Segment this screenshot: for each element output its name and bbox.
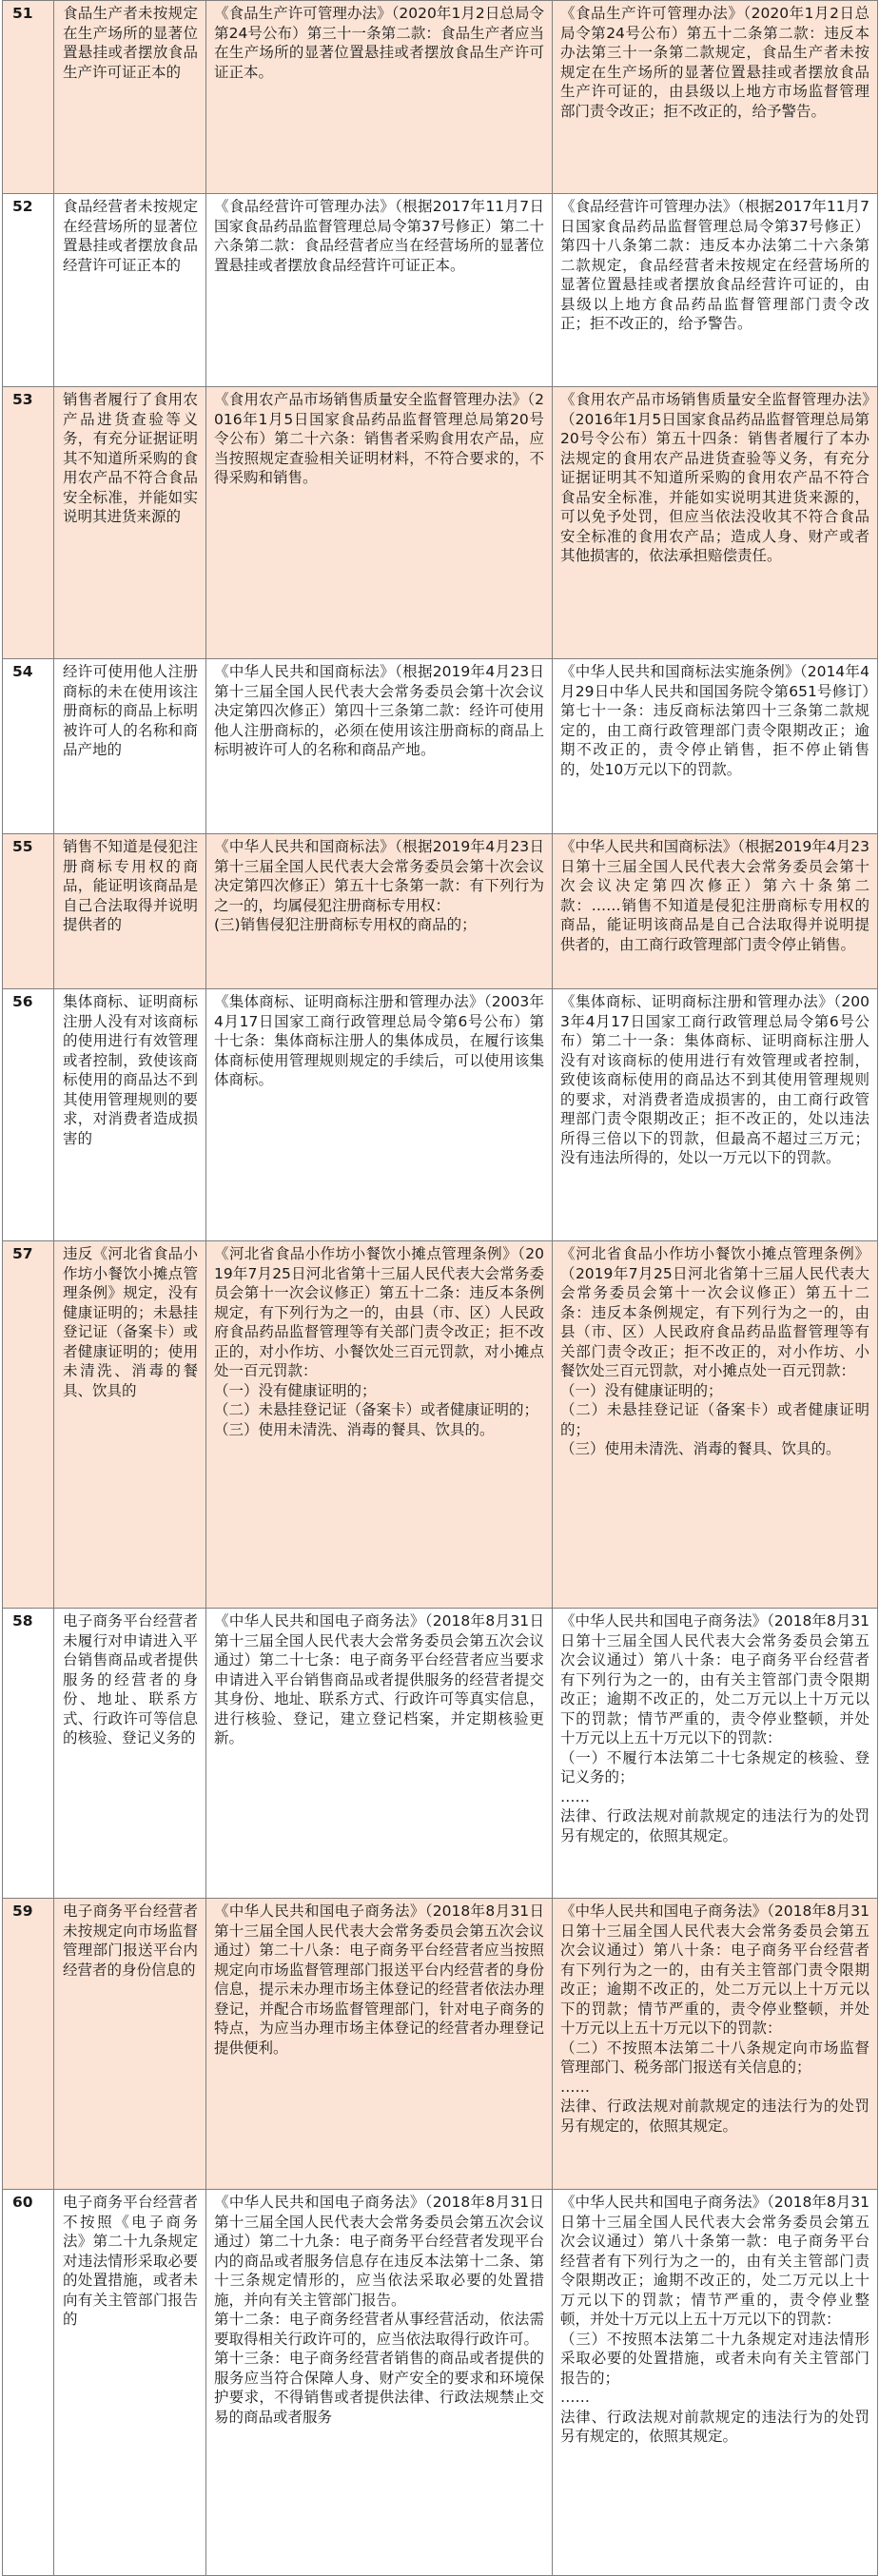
penalty-basis-paragraph: （一）不履行本法第二十七条规定的核验、登记义务的； bbox=[560, 1748, 869, 1786]
legal-basis-paragraph: 《食用农产品市场销售质量安全监督管理办法》（2016年1月5日国家食品药品监督管理总局第20号令公布）第二十六条：销售者采购食用农产品，应当按照规定查验相关证明材料，不符合要求的，不得采购和销售。 bbox=[214, 391, 544, 486]
penalty-basis-paragraph: 《中华人民共和国商标法实施条例》（2014年4月29日中华人民共和国国务院令第651号修订）第七十一条：违反商标法第四十三条第二款规定的，由工商行政管理部门责令限期改正；逾期不改正的，责令停止销售，拒不停止销售的，处10万元以下的罚款。 bbox=[560, 663, 869, 778]
row-number: 59 bbox=[3, 1899, 54, 2190]
row-number: 54 bbox=[3, 659, 54, 834]
legal-basis-paragraph: 《中华人民共和国商标法》（根据2019年4月23日第十三届全国人民代表大会常务委员会第十次会议决定第四次修正）第五十七条第一款：有下列行为之一的，均属侵犯注册商标专用权： bbox=[214, 838, 544, 914]
violation-description: 销售者履行了食用农产品进货查验等义务，有充分证据证明其不知道所采购的食用农产品不符合食品安全标准，并能如实说明其进货来源的 bbox=[54, 387, 206, 659]
penalty-basis-cell bbox=[553, 194, 878, 387]
legal-basis-cell bbox=[206, 1241, 553, 1609]
legal-basis-cell bbox=[206, 194, 553, 387]
legal-basis-paragraph: 《集体商标、证明商标注册和管理办法》（2003年4月17日国家工商行政管理总局令第6号公布）第十七条：集体商标注册人的集体成员，在履行该集体商标使用管理规则规定的手续后，可以使用该集体商标。 bbox=[214, 993, 544, 1088]
legal-basis-cell bbox=[206, 989, 553, 1241]
table-row bbox=[3, 1899, 878, 2190]
row-number: 52 bbox=[3, 194, 54, 387]
penalty-basis-paragraph: …… bbox=[560, 1787, 590, 1805]
legal-basis-paragraph: 第十二条：电子商务经营者从事经营活动，依法需要取得相关行政许可的，应当依法取得行政许可。 bbox=[214, 2311, 544, 2348]
legal-basis-paragraph: (三)销售侵犯注册商标专用权的商品的； bbox=[214, 916, 477, 933]
penalty-basis-paragraph: …… bbox=[560, 2078, 590, 2096]
penalty-basis-paragraph: （二）不按照本法第二十八条规定向市场监督管理部门、税务部门报送有关信息的； bbox=[560, 2039, 869, 2076]
penalty-basis-paragraph: 《中华人民共和国电子商务法》（2018年8月31日第十三届全国人民代表大会常务委员会第五次会议通过）第八十条：电子商务平台经营者有下列行为之一的，由有关主管部门责令限期改正；逾期不改正的，处二万元以上十万元以下的罚款；情节严重的，责令停业整顿，并处十万元以上五十万元以下的罚款： bbox=[560, 1612, 869, 1747]
table-row bbox=[3, 1, 878, 194]
penalty-basis-paragraph: 《河北省食品小作坊小餐饮小摊点管理条例》（2019年7月25日河北省第十三届人民代表大会常务委员会第十一次会议修正）第五十二条：违反本条例规定，有下列行为之一的，由县（市、区）人民政府食品药品监督管理等有关部门责令改正；拒不改正的，对小作坊、小餐饮处三百元罚款，对小摊点处一百元罚款： bbox=[560, 1245, 869, 1379]
penalty-basis-paragraph: 《中华人民共和国商标法》（根据2019年4月23日第十三届全国人民代表大会常务委员会第十次会议决定第四次修正）第六十条第二款：……销售不知道是侵犯注册商标专用权的商品，能证明该商品是自己合法取得并说明提供者的，由工商行政管理部门责令停止销售。 bbox=[560, 838, 869, 953]
regulation-table bbox=[2, 0, 878, 2576]
legal-basis-paragraph: （二）未悬挂登记证（备案卡）或者健康证明的； bbox=[214, 1401, 539, 1418]
violation-description: 集体商标、证明商标注册人没有对该商标的使用进行有效管理或者控制，致使该商标使用的商品达不到其使用管理规则的要求，对消费者造成损害的 bbox=[54, 989, 206, 1241]
penalty-basis-paragraph: （三）不按照本法第二十九条规定对违法情形采取必要的处置措施，或者未向有关主管部门报告的； bbox=[560, 2330, 869, 2387]
row-number: 58 bbox=[3, 1609, 54, 1899]
penalty-basis-paragraph: 《中华人民共和国电子商务法》（2018年8月31日第十三届全国人民代表大会常务委员会第五次会议通过）第八十条第一款：电子商务平台经营者有下列行为之一的，由有关主管部门责令限期改正；逾期不改正的，处二万元以上十万元以下的罚款；情节严重的，责令停业整顿，并处十万元以上五十万元以下的罚款： bbox=[560, 2194, 869, 2328]
table-row bbox=[3, 194, 878, 387]
table-row bbox=[3, 989, 878, 1241]
penalty-basis-paragraph: 《集体商标、证明商标注册和管理办法》（2003年4月17日国家工商行政管理总局令第6号公布）第二十一条：集体商标、证明商标注册人没有对该商标的使用进行有效管理或者控制，致使该商标使用的商品达不到其使用管理规则的要求，对消费者造成损害的，由工商行政管理部门责令限期改正；拒不改正的，处以违法所得三倍以下的罚款，但最高不超过三万元；没有违法所得的，处以一万元以下的罚款。 bbox=[560, 993, 869, 1166]
legal-basis-cell bbox=[206, 659, 553, 834]
penalty-basis-cell bbox=[553, 834, 878, 989]
penalty-basis-cell bbox=[553, 659, 878, 834]
legal-basis-paragraph: 《中华人民共和国电子商务法》（2018年8月31日第十三届全国人民代表大会常务委员会第五次会议通过）第二十九条：电子商务平台经营者发现平台内的商品或者服务信息存在违反本法第十二条、第十三条规定情形的，应当依法采取必要的处置措施，并向有关主管部门报告。 bbox=[214, 2194, 544, 2309]
legal-basis-cell bbox=[206, 2190, 553, 2576]
penalty-basis-paragraph: 法律、行政法规对前款规定的违法行为的处罚另有规定的，依照其规定。 bbox=[560, 2408, 869, 2445]
legal-basis-cell bbox=[206, 387, 553, 659]
legal-basis-paragraph: 第十三条：电子商务经营者销售的商品或者提供的服务应当符合保障人身、财产安全的要求和环境保护要求，不得销售或者提供法律、行政法规禁止交易的商品或者服务 bbox=[214, 2350, 544, 2426]
row-number: 53 bbox=[3, 387, 54, 659]
legal-basis-paragraph: 《中华人民共和国电子商务法》（2018年8月31日第十三届全国人民代表大会常务委员会第五次会议通过）第二十七条：电子商务平台经营者应当要求申请进入平台销售商品或者提供服务的经营者提交其身份、地址、联系方式、行政许可等真实信息，进行核验、登记，建立登记档案，并定期核验更新。 bbox=[214, 1612, 544, 1747]
penalty-basis-cell bbox=[553, 1241, 878, 1609]
penalty-basis-paragraph: 《食用农产品市场销售质量安全监督管理办法》（2016年1月5日国家食品药品监督管理总局第20号令公布）第五十四条：销售者履行了本办法规定的食用农产品进货查验等义务，有充分证据证明其不知道所采购的食用农产品不符合食品安全标准，并能如实说明其进货来源的，可以免予处罚，但应当依法没收其不符合食品安全标准的食用农产品；造成人身、财产或者其他损害的，依法承担赔偿责任。 bbox=[560, 391, 869, 564]
table-row bbox=[3, 1609, 878, 1899]
violation-description: 销售不知道是侵犯注册商标专用权的商品，能证明该商品是自己合法取得并说明提供者的 bbox=[54, 834, 206, 989]
legal-basis-cell bbox=[206, 1899, 553, 2190]
violation-description: 电子商务平台经营者不按照《电子商务法》第二十九条规定对违法情形采取必要的处置措施，或者未向有关主管部门报告的 bbox=[54, 2190, 206, 2576]
row-number: 56 bbox=[3, 989, 54, 1241]
legal-basis-cell bbox=[206, 1609, 553, 1899]
penalty-basis-cell bbox=[553, 1609, 878, 1899]
penalty-basis-paragraph: 《食品经营许可管理办法》（根据2017年11月7日国家食品药品监督管理总局令第37号修正）第四十八条第二款：违反本办法第二十六条第二款规定，食品经营者未按规定在经营场所的显著位置悬挂或者摆放食品经营许可证的，由县级以上地方食品药品监督管理部门责令改正；拒不改正的，给予警告。 bbox=[560, 198, 869, 332]
table-row bbox=[3, 2190, 878, 2576]
legal-basis-paragraph: 《食品生产许可管理办法》（2020年1月2日总局令第24号公布）第三十一条第二款：食品生产者应当在生产场所的显著位置悬挂或者摆放食品生产许可证正本。 bbox=[214, 5, 544, 81]
row-number: 60 bbox=[3, 2190, 54, 2576]
legal-basis-paragraph: 《河北省食品小作坊小餐饮小摊点管理条例》（2019年7月25日河北省第十三届人民代表大会常务委员会第十一次会议修正）第五十二条：违反本条例规定，有下列行为之一的，由县（市、区）人民政府食品药品监督管理等有关部门责令改正；拒不改正的，对小作坊、小餐饮处三百元罚款，对小摊点处一百元罚款： bbox=[214, 1245, 544, 1379]
row-number: 57 bbox=[3, 1241, 54, 1609]
penalty-basis-cell bbox=[553, 1899, 878, 2190]
violation-description: 食品生产者未按规定在生产场所的显著位置悬挂或者摆放食品生产许可证正本的 bbox=[54, 1, 206, 194]
penalty-basis-cell bbox=[553, 2190, 878, 2576]
penalty-basis-paragraph: （一）没有健康证明的； bbox=[560, 1381, 723, 1399]
penalty-basis-paragraph: 《食品生产许可管理办法》（2020年1月2日总局令第24号公布）第五十二条第二款：违反本办法第三十一条第二款规定，食品生产者未按规定在生产场所的显著位置悬挂或者摆放食品生产许可证的，由县级以上地方市场监督管理部门责令改正；拒不改正的，给予警告。 bbox=[560, 5, 869, 120]
legal-basis-cell bbox=[206, 834, 553, 989]
violation-description: 违反《河北省食品小作坊小餐饮小摊点管理条例》规定，没有健康证明的；未悬挂登记证（备案卡）或者健康证明的；使用未清洗、消毒的餐具、饮具的 bbox=[54, 1241, 206, 1609]
penalty-basis-paragraph: 《中华人民共和国电子商务法》（2018年8月31日第十三届全国人民代表大会常务委员会第五次会议通过）第八十条：电子商务平台经营者有下列行为之一的，由有关主管部门责令限期改正；逾期不改正的，处二万元以上十万元以下的罚款；情节严重的，责令停业整顿，并处十万元以上五十万元以下的罚款： bbox=[560, 1903, 869, 2037]
penalty-basis-cell bbox=[553, 989, 878, 1241]
legal-basis-paragraph: 《中华人民共和国电子商务法》（2018年8月31日第十三届全国人民代表大会常务委员会第五次会议通过）第二十八条：电子商务平台经营者应当按照规定向市场监督管理部门报送平台内经营者的身份信息，提示未办理市场主体登记的经营者依法办理登记，并配合市场监督管理部门，针对电子商务的特点，为应当办理市场主体登记的经营者办理登记提供便利。 bbox=[214, 1903, 544, 2057]
penalty-basis-cell bbox=[553, 1, 878, 194]
legal-basis-paragraph: （一）没有健康证明的； bbox=[214, 1381, 377, 1399]
legal-basis-cell bbox=[206, 1, 553, 194]
table-row bbox=[3, 834, 878, 989]
legal-basis-paragraph: （三）使用未清洗、消毒的餐具、饮具的。 bbox=[214, 1420, 495, 1438]
penalty-basis-paragraph: 法律、行政法规对前款规定的违法行为的处罚另有规定的，依照其规定。 bbox=[560, 1807, 869, 1844]
penalty-basis-paragraph: …… bbox=[560, 2389, 590, 2406]
table-row bbox=[3, 387, 878, 659]
violation-description: 电子商务平台经营者未按规定向市场监督管理部门报送平台内经营者的身份信息的 bbox=[54, 1899, 206, 2190]
violation-description: 经许可使用他人注册商标的未在使用该注册商标的商品上标明被许可人的名称和商品产地的 bbox=[54, 659, 206, 834]
violation-description: 电子商务平台经营者未履行对申请进入平台销售商品或者提供服务的经营者的身份、地址、联系方式、行政许可等信息的核验、登记义务的 bbox=[54, 1609, 206, 1899]
legal-basis-paragraph: 《食品经营许可管理办法》（根据2017年11月7日国家食品药品监督管理总局令第37号修正）第二十六条第二款：食品经营者应当在经营场所的显著位置悬挂或者摆放食品经营许可证正本。 bbox=[214, 198, 544, 274]
table-row bbox=[3, 659, 878, 834]
penalty-basis-paragraph: （三）使用未清洗、消毒的餐具、饮具的。 bbox=[560, 1440, 841, 1457]
row-number: 51 bbox=[3, 1, 54, 194]
violation-description: 食品经营者未按规定在经营场所的显著位置悬挂或者摆放食品经营许可证正本的 bbox=[54, 194, 206, 387]
table-row bbox=[3, 1241, 878, 1609]
row-number: 55 bbox=[3, 834, 54, 989]
penalty-basis-cell bbox=[553, 387, 878, 659]
penalty-basis-paragraph: 法律、行政法规对前款规定的违法行为的处罚另有规定的，依照其规定。 bbox=[560, 2098, 869, 2135]
legal-basis-paragraph: 《中华人民共和国商标法》（根据2019年4月23日第十三届全国人民代表大会常务委员会第十次会议决定第四次修正）第四十三条第二款：经许可使用他人注册商标的，必须在使用该注册商标的商品上标明被许可人的名称和商品产地。 bbox=[214, 663, 544, 758]
table-body bbox=[3, 1, 878, 2576]
penalty-basis-paragraph: （二）未悬挂登记证（备案卡）或者健康证明的； bbox=[560, 1401, 869, 1438]
